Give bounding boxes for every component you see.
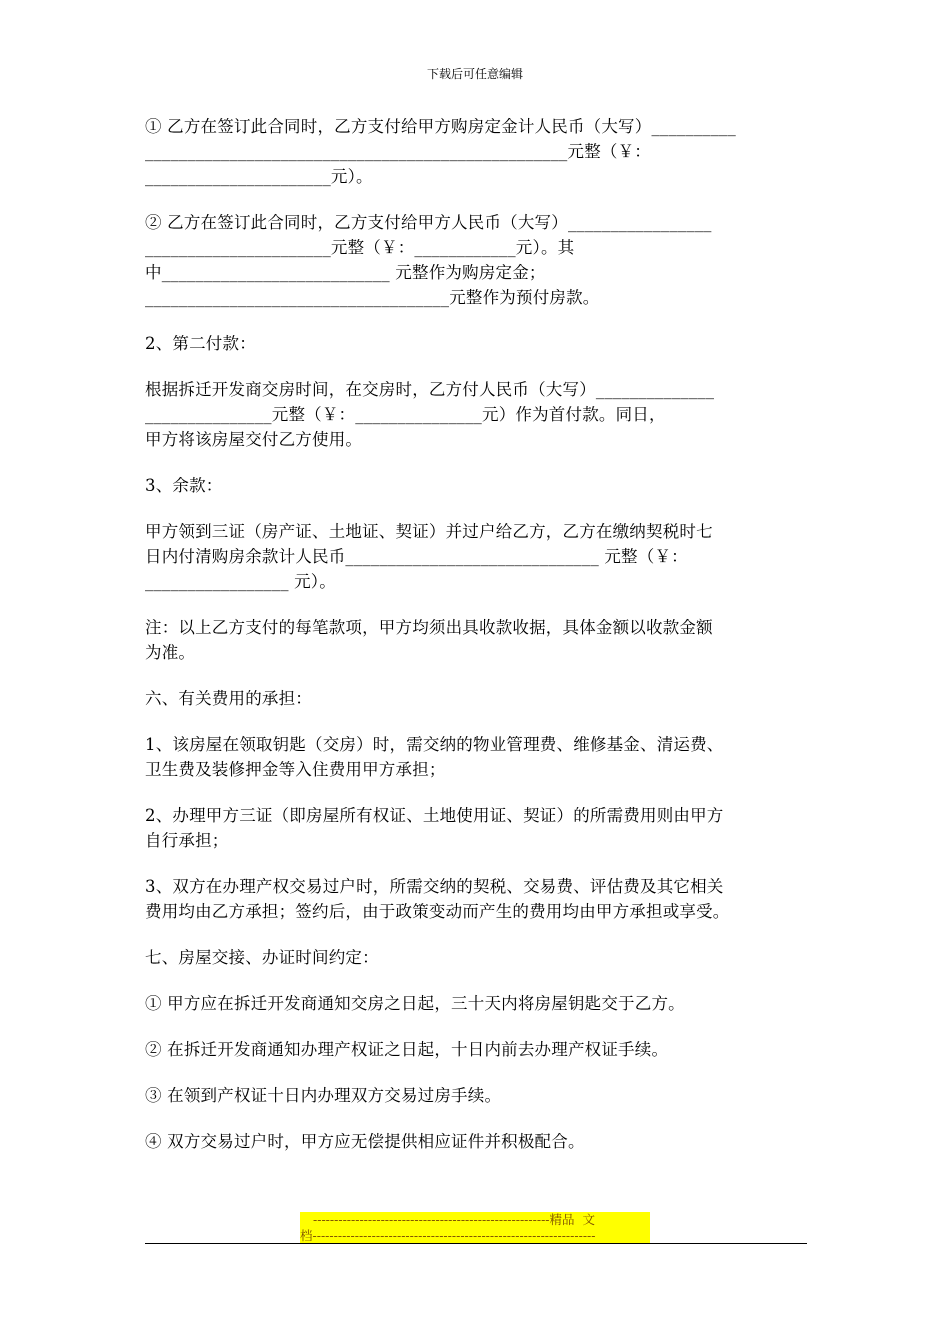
text-line: 卫生费及装修押金等入住费用甲方承担；: [145, 760, 446, 779]
text-line: ____________________________________元整作为预付房款。: [145, 288, 600, 307]
text-line: __________________________________________________元整（￥：: [145, 142, 651, 161]
document-body: [145, 114, 820, 1175]
text-line: 3、双方在办理产权交易过户时，所需交纳的契税、交易费、评估费及其它相关: [145, 877, 724, 896]
text-line: ③ 在领到产权证十日内办理双方交易过房手续。: [145, 1086, 502, 1105]
text-line: ______________________元）。: [145, 167, 373, 186]
text-line: 七、房屋交接、办证时间约定：: [145, 948, 379, 967]
paragraph: [145, 331, 820, 356]
text-line: ① 乙方在签订此合同时，乙方支付给甲方购房定金计人民币（大写）__________: [145, 117, 736, 136]
text-line: _________________ 元）。: [145, 572, 336, 591]
text-line: 甲方领到三证（房产证、土地证、契证）并过户给乙方，乙方在缴纳契税时七: [145, 522, 713, 541]
text-line: ______________________元整（￥：____________元）。其: [145, 238, 575, 257]
text-line: 2、第二付款：: [145, 334, 256, 353]
paragraph: [145, 519, 820, 594]
paragraph: [145, 377, 820, 452]
text-line: 日内付清购房余款计人民币______________________________ 元整（￥：: [145, 547, 688, 566]
text-line: 2、办理甲方三证（即房屋所有权证、土地使用证、契证）的所需费用则由甲方: [145, 806, 724, 825]
text-line: 自行承担；: [145, 831, 229, 850]
paragraph: [145, 615, 820, 665]
text-line: 中___________________________ 元整作为购房定金；: [145, 263, 546, 282]
text-line: 费用均由乙方承担；签约后，由于政策变动而产生的费用均由甲方承担或享受。: [145, 902, 730, 921]
page-header: 下载后可任意编辑: [426, 67, 523, 81]
text-line: 甲方将该房屋交付乙方使用。: [145, 430, 363, 449]
text-line: 为准。: [145, 643, 196, 662]
text-line: 3、余款：: [145, 476, 223, 495]
paragraph: [145, 945, 820, 970]
paragraph: [145, 473, 820, 498]
text-line: 六、有关费用的承担：: [145, 689, 312, 708]
paragraph: [145, 1083, 820, 1108]
paragraph: [145, 803, 820, 853]
text-line: 注：以上乙方支付的每笔款项，甲方均须出具收款收据，具体金额以收款金额: [145, 618, 713, 637]
paragraph: [145, 1037, 820, 1062]
paragraph: [145, 991, 820, 1016]
paragraph: [145, 874, 820, 924]
text-line: 1、该房屋在领取钥匙（交房）时，需交纳的物业管理费、维修基金、清运费、: [145, 735, 724, 754]
text-line: 根据拆迁开发商交房时间，在交房时，乙方付人民币（大写）______________: [145, 380, 715, 399]
footer-line-1: --------------------------------------------------------精品 文: [300, 1212, 650, 1228]
paragraph: [145, 114, 820, 189]
text-line: ② 乙方在签订此合同时，乙方支付给甲方人民币（大写）_________________: [145, 213, 712, 232]
footer-watermark: [300, 1212, 650, 1244]
paragraph: [145, 732, 820, 782]
text-line: ② 在拆迁开发商通知办理产权证之日起，十日内前去办理产权证手续。: [145, 1040, 669, 1059]
footer-rule: [145, 1243, 807, 1244]
footer-line-2: 档-------------------------------------------------------------------: [300, 1228, 650, 1244]
text-line: ① 甲方应在拆迁开发商通知交房之日起，三十天内将房屋钥匙交于乙方。: [145, 994, 685, 1013]
paragraph: [145, 1129, 820, 1154]
text-line: _______________元整（￥：_______________元）作为首付款。同日，: [145, 405, 666, 424]
text-line: ④ 双方交易过户时，甲方应无偿提供相应证件并积极配合。: [145, 1132, 585, 1151]
paragraph: [145, 210, 820, 310]
paragraph: [145, 686, 820, 711]
